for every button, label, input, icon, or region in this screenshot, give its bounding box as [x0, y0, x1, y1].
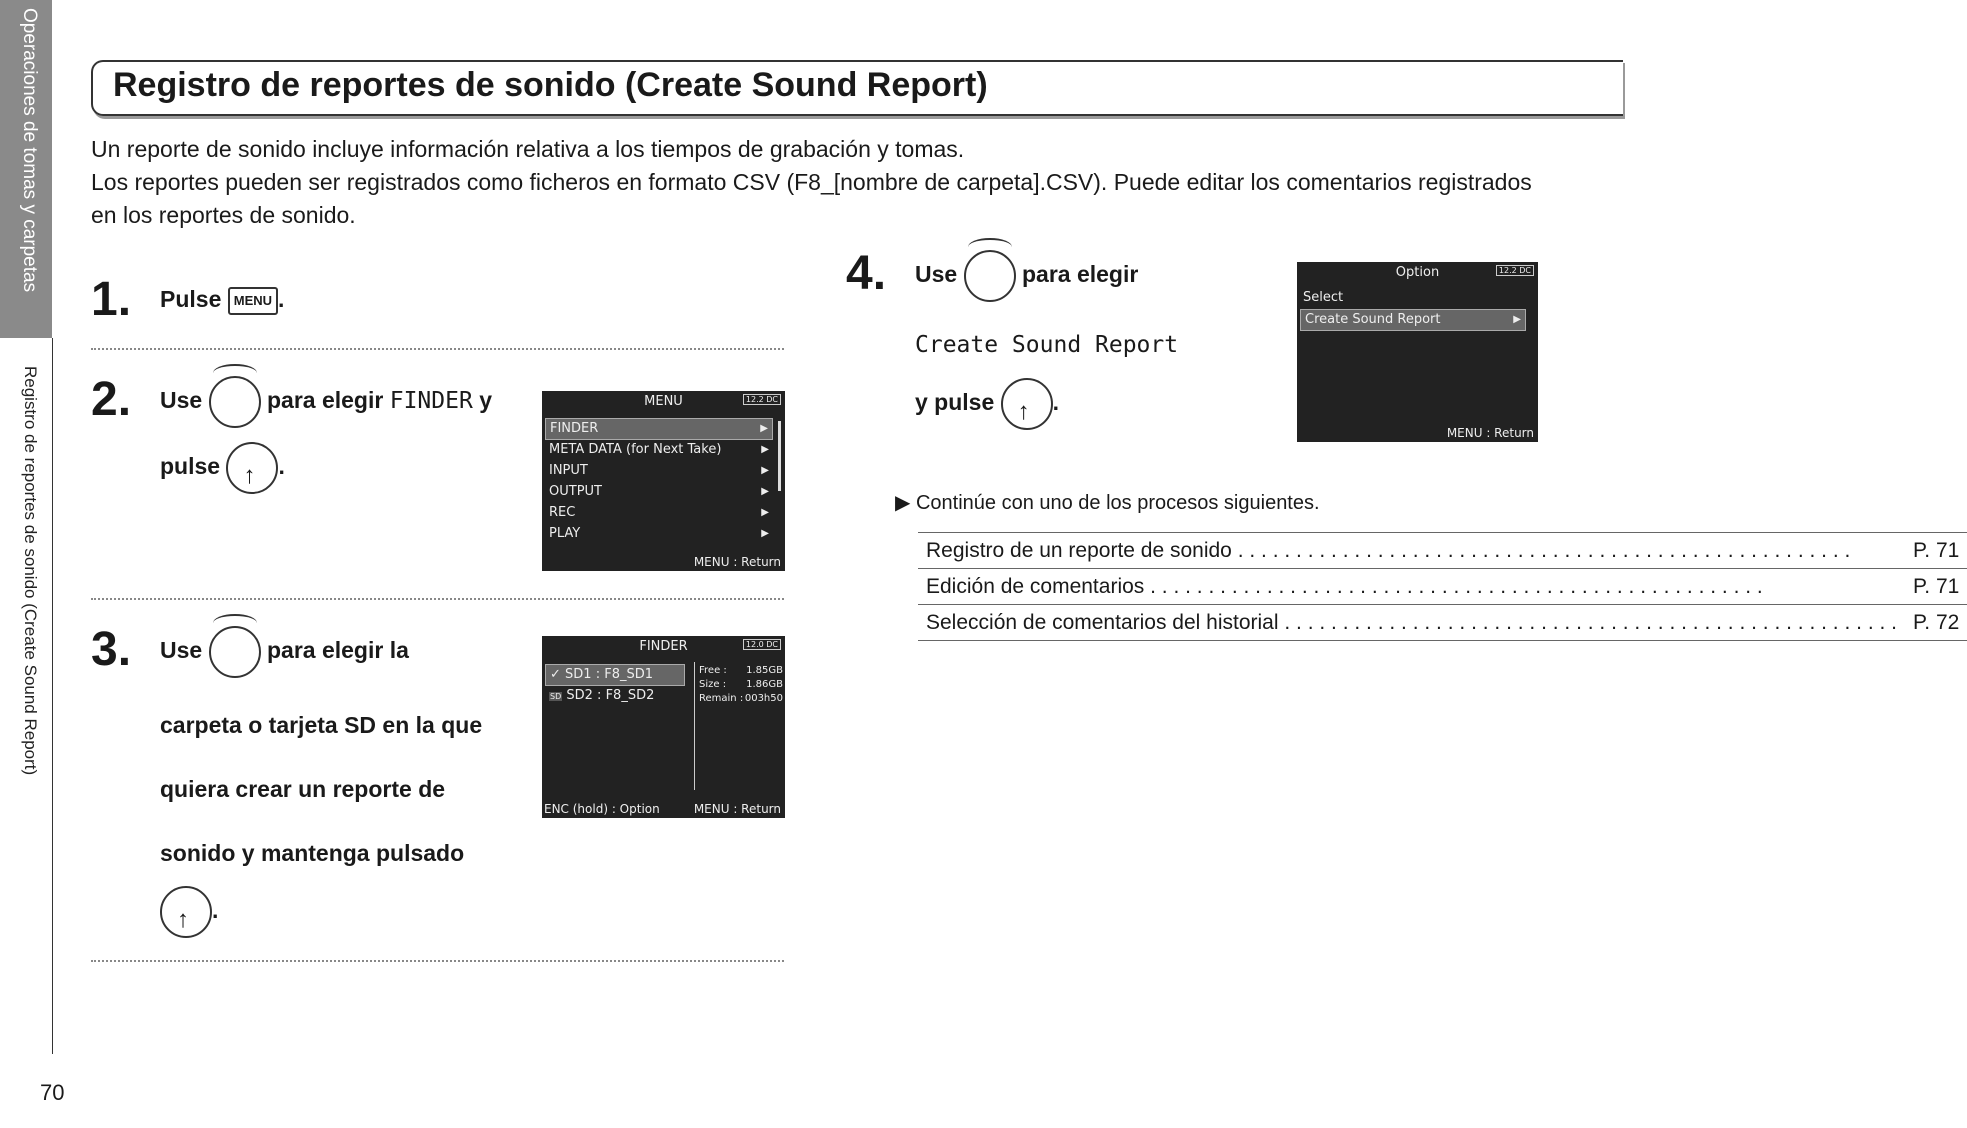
- step-4-press: y pulse: [915, 389, 995, 416]
- finder-item-label: SD1 : F8_SD1: [565, 667, 654, 682]
- ref-page: P. 72: [1905, 605, 1967, 641]
- table-row[interactable]: [918, 605, 1967, 641]
- step-2-use: Use: [160, 387, 203, 414]
- rotary-knob-icon: [209, 626, 261, 678]
- option-item-create-sound-report[interactable]: [1300, 309, 1526, 331]
- remain-value: 003h50: [744, 693, 783, 704]
- finder-item-label: SD2 : F8_SD2: [566, 688, 655, 703]
- intro-text: [91, 133, 1561, 232]
- finder-screen: [542, 636, 785, 818]
- menu-item-label: INPUT: [549, 463, 588, 478]
- finder-footer-right: MENU : Return: [693, 802, 781, 816]
- page-title: Registro de reportes de sonido (Create Sound Report): [113, 66, 988, 104]
- ref-page: P. 71: [1905, 569, 1967, 605]
- page-number: 70: [40, 1080, 65, 1105]
- arrow-right-icon: ▶: [761, 507, 769, 518]
- intro-line-2: Los reportes pueden ser registrados como ficheros en formato CSV (F8_[nombre de carpeta].CSV). Puede editar los comentarios registrados en los reportes de sonido.: [91, 169, 1532, 228]
- intro-line-1: Un reporte de sonido incluye información relativa a los tiempos de grabación y tomas.: [91, 136, 965, 162]
- push-knob-icon: [1001, 378, 1053, 430]
- step-4-number: 4.: [846, 247, 887, 300]
- check-icon: ✓: [550, 667, 561, 682]
- step-2-press-line: pulse ↑ .: [160, 442, 285, 494]
- reference-table: [918, 532, 1967, 641]
- step-2-text: [160, 376, 492, 428]
- sidebar-page-label: Registro de reportes de sonido (Create Sound Report): [21, 366, 40, 776]
- menu-item-label: PLAY: [549, 526, 581, 541]
- battery-icon: 12.2 DC: [743, 394, 781, 405]
- step-3-line-4: sonido y mantenga pulsado: [160, 840, 465, 866]
- divider: [91, 598, 784, 600]
- scrollbar[interactable]: [778, 421, 781, 491]
- arrow-right-icon: ▶: [761, 528, 769, 539]
- step-4-use: Use: [915, 261, 958, 288]
- arrow-right-icon: ▶: [761, 465, 769, 476]
- step-2-target: FINDER: [389, 388, 473, 415]
- menu-item-label: REC: [549, 505, 576, 520]
- step-3-press-line: ↑.: [160, 886, 218, 938]
- step-2-choose: para elegir: [266, 387, 384, 414]
- push-knob-icon: [160, 886, 212, 938]
- arrow-right-icon: ▶: [761, 444, 769, 455]
- menu-item-finder[interactable]: [545, 418, 773, 440]
- step-3-use: Use: [160, 637, 203, 664]
- ref-label: Selección de comentarios del historial . . .: [918, 605, 1905, 641]
- menu-item-label: FINDER: [550, 421, 599, 436]
- free-label: Free :: [699, 665, 727, 676]
- finder-item-sd1[interactable]: [545, 664, 685, 686]
- arrow-right-icon: ▶: [760, 423, 768, 434]
- step-3-line-2: carpeta o tarjeta SD en la que: [160, 712, 483, 738]
- step-1-label: Pulse: [160, 286, 222, 312]
- ref-label: Edición de comentarios . . .: [918, 569, 1905, 605]
- table-row[interactable]: [918, 569, 1967, 605]
- step-3-text-1: para elegir la: [266, 637, 409, 664]
- menu-screen-title: MENU: [644, 394, 683, 409]
- step-4-press-line: y pulse ↑ .: [915, 378, 1059, 430]
- option-screen-title: Option: [1395, 265, 1440, 280]
- size-label: Size :: [699, 679, 727, 690]
- sidebar-section-tab: [0, 0, 52, 338]
- sd-card-icon: SD: [550, 692, 562, 701]
- push-knob-icon: [226, 442, 278, 494]
- option-item-label: Create Sound Report: [1305, 312, 1441, 327]
- size-value: 1.86GB: [746, 679, 783, 690]
- step-4-line-1: [915, 250, 1138, 302]
- option-section-label: Select: [1303, 290, 1344, 305]
- step-4-choose: para elegir: [1021, 261, 1139, 288]
- menu-item-rec[interactable]: [545, 503, 773, 523]
- battery-icon: 12.2 DC: [1496, 265, 1534, 276]
- step-2-press: pulse: [160, 453, 221, 480]
- finder-divider: [694, 662, 695, 790]
- battery-icon: 12.0 DC: [743, 639, 781, 650]
- menu-item-play[interactable]: [545, 524, 773, 544]
- step-3-line-3: quiera crear un reporte de: [160, 776, 446, 802]
- sidebar-divider: [52, 338, 53, 1054]
- menu-item-input[interactable]: [545, 461, 773, 481]
- continue-note: [895, 490, 1320, 515]
- triangle-right-icon: ▶: [895, 492, 911, 514]
- menu-item-label: OUTPUT: [549, 484, 602, 499]
- menu-screen: [542, 391, 785, 571]
- table-row[interactable]: [918, 533, 1967, 569]
- option-screen: [1297, 262, 1538, 442]
- continue-text: Continúe con uno de los procesos siguientes.: [915, 492, 1320, 514]
- finder-info: [699, 664, 783, 706]
- finder-footer-left: ENC (hold) : Option: [544, 802, 660, 816]
- divider: [91, 348, 784, 350]
- finder-screen-title: FINDER: [639, 639, 688, 654]
- step-1-number: 1.: [91, 273, 132, 326]
- menu-key-icon: MENU: [228, 287, 278, 315]
- rotary-knob-icon: [209, 376, 261, 428]
- menu-item-metadata[interactable]: [545, 440, 773, 460]
- step-2-and: y: [479, 387, 492, 414]
- menu-footer: MENU : Return: [693, 555, 781, 569]
- menu-item-label: META DATA (for Next Take): [549, 442, 722, 457]
- ref-page: P. 71: [1905, 533, 1967, 569]
- step-3-number: 3.: [91, 623, 132, 676]
- finder-item-sd2[interactable]: [545, 686, 685, 706]
- step-3-line-1: [160, 626, 409, 678]
- remain-label: Remain :: [699, 693, 744, 704]
- arrow-right-icon: ▶: [761, 486, 769, 497]
- menu-item-output[interactable]: [545, 482, 773, 502]
- step-1-text: Pulse MENU .: [160, 286, 284, 315]
- free-value: 1.85GB: [746, 665, 783, 676]
- option-footer: MENU : Return: [1446, 426, 1534, 440]
- ref-label: Registro de un reporte de sonido . . .: [918, 533, 1905, 569]
- step-2-number: 2.: [91, 373, 132, 426]
- step-4-target: Create Sound Report: [915, 332, 1179, 358]
- sidebar-section-label: Operaciones de tomas y carpetas: [19, 8, 40, 293]
- rotary-knob-icon: [964, 250, 1016, 302]
- divider: [91, 960, 784, 962]
- arrow-right-icon: ▶: [1513, 314, 1521, 325]
